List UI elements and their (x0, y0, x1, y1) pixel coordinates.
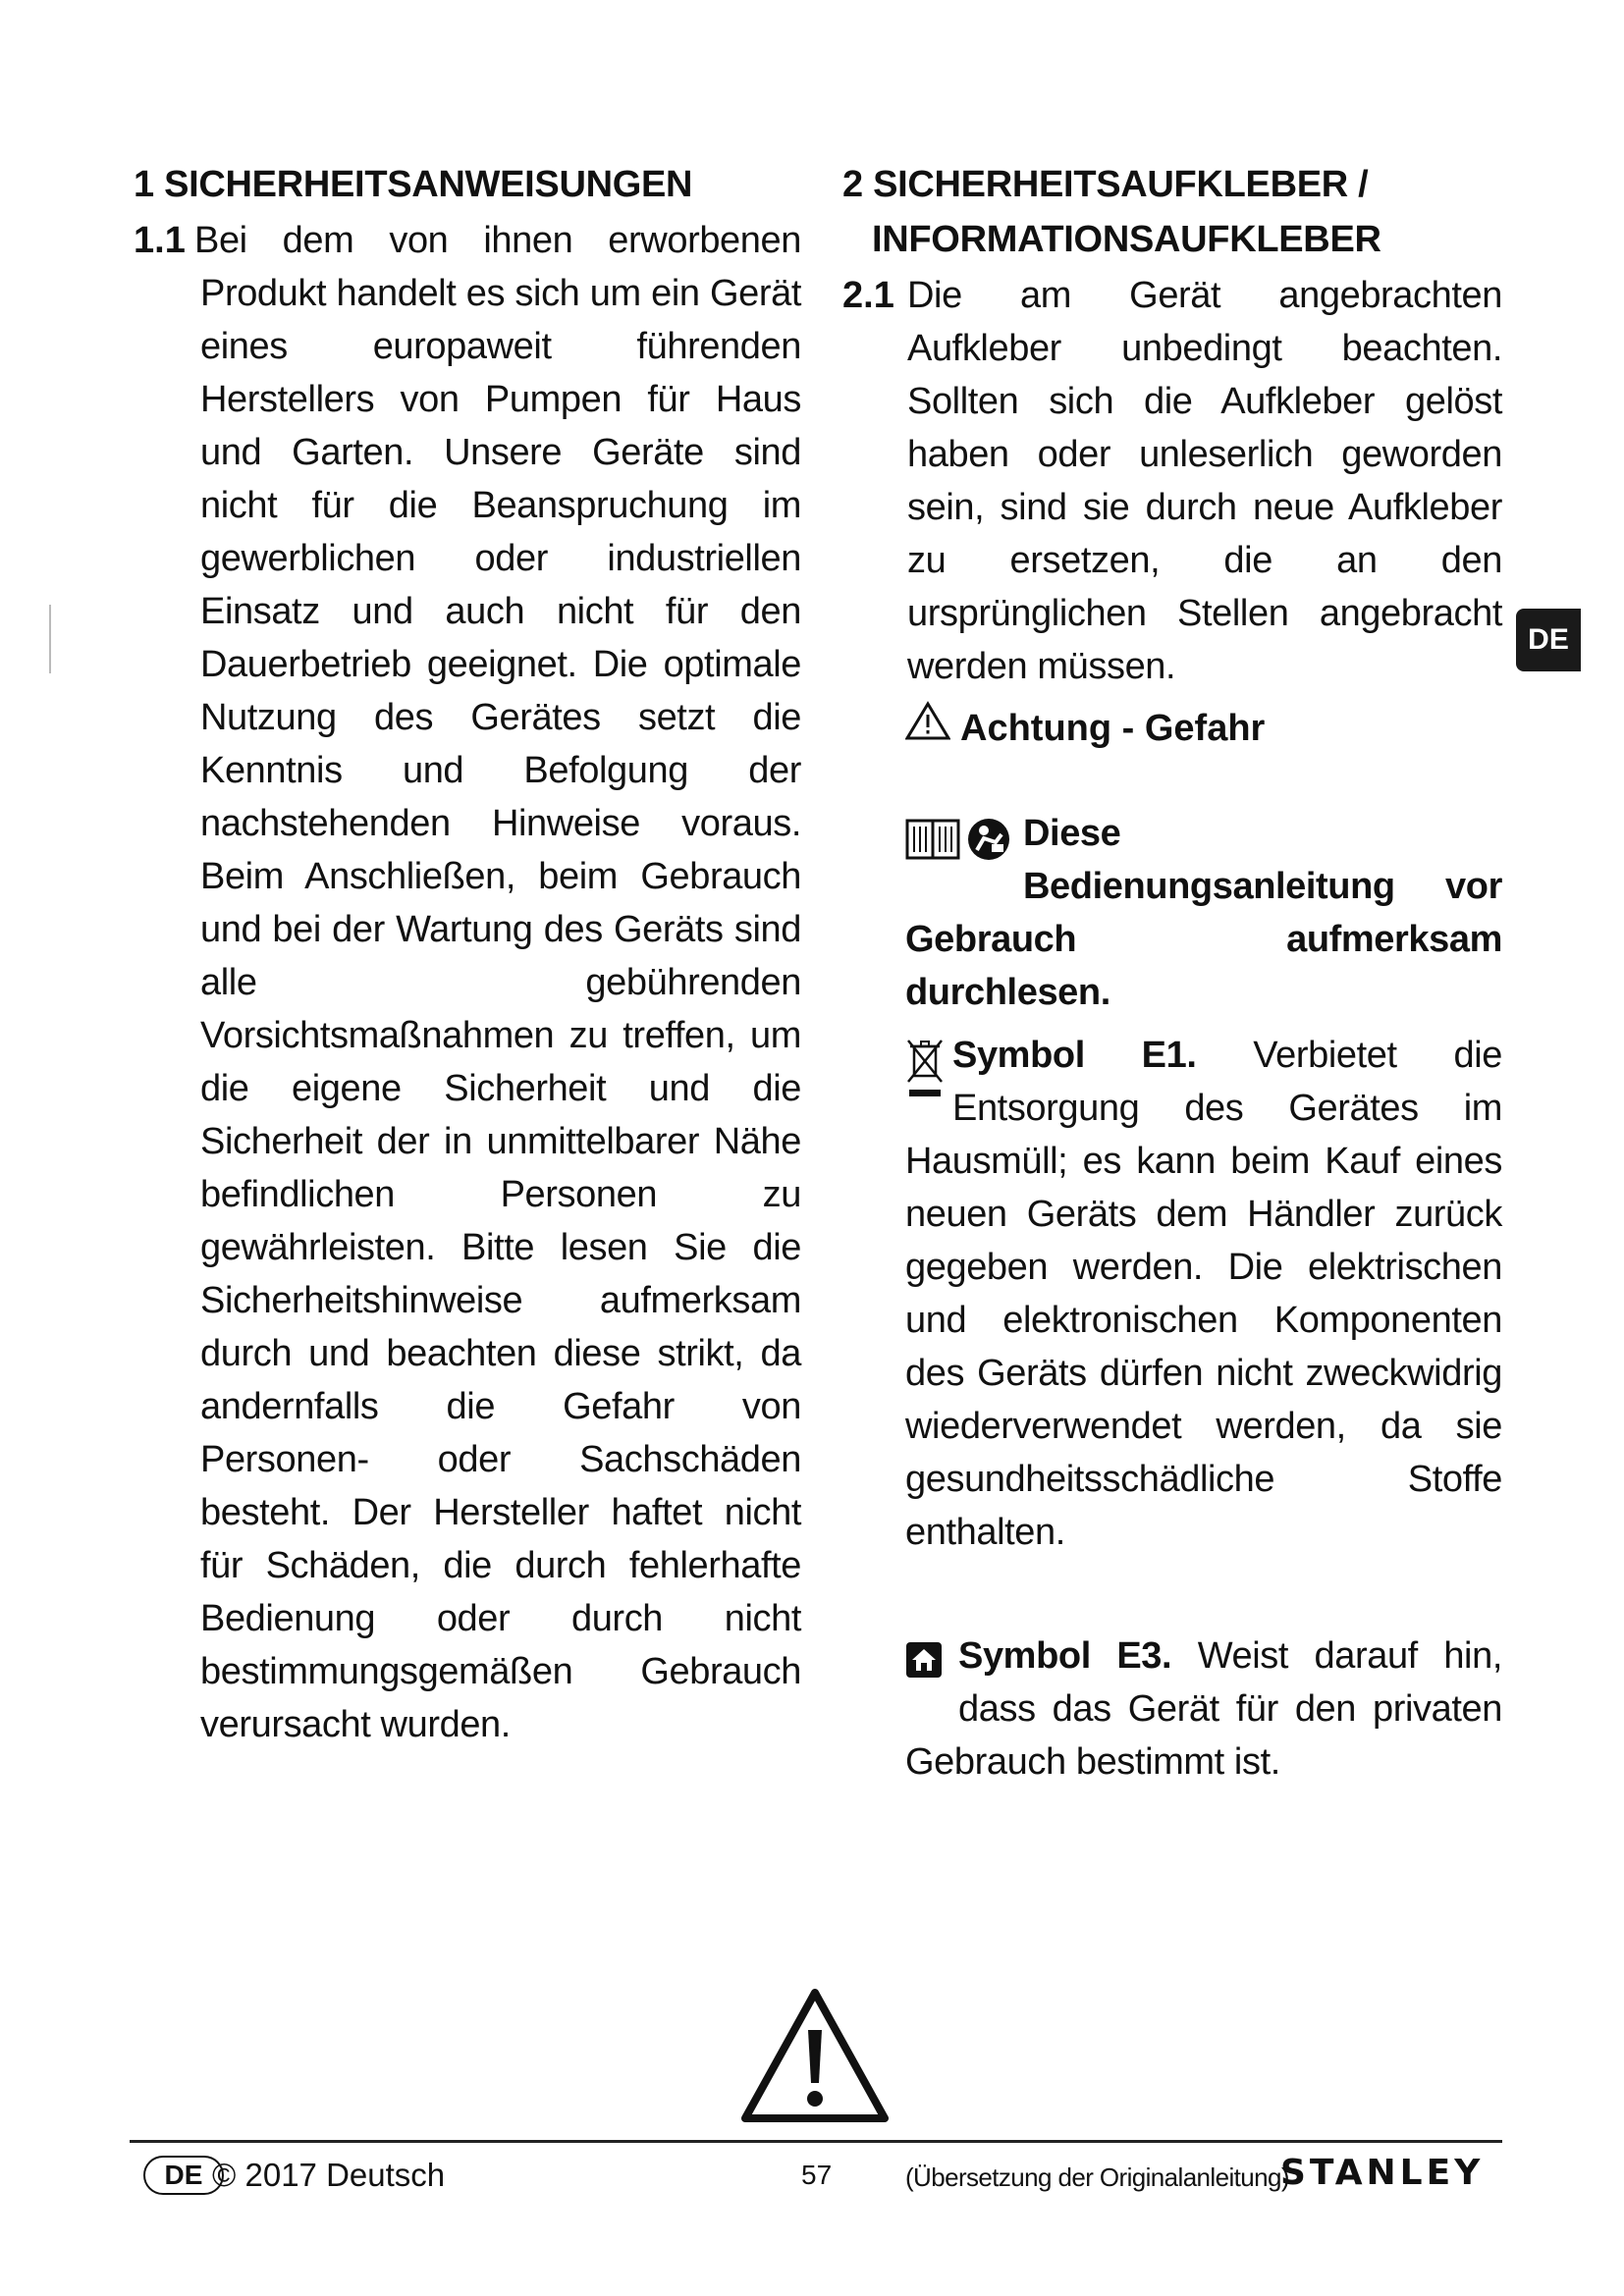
footer-copyright: © 2017 Deutsch (212, 2157, 446, 2193)
read-instructions-icon (966, 817, 1011, 867)
section2-heading (842, 157, 1502, 267)
section1-heading: 1 SICHERHEITSANWEISUNGEN (134, 164, 693, 205)
symbol-e3-description: Weist darauf hin, dass das Gerät für den privaten Gebrauch bestimmt ist. (905, 1635, 1502, 1783)
manual-icons (905, 817, 1011, 867)
page-footer (130, 2154, 1502, 2197)
margin-mark (49, 605, 51, 673)
symbol-e1-description: Verbietet die Entsorgung des Gerätes im Hausmüll; es kann beim Kauf eines neuen Geräts dem Händler zurück gegeben werden. Die elektrischen und elektronischen Komponenten des Geräts dürfen nicht zweckwidrig wiederverwendet werden, da sie gesundheitsschädliche Stoffe enthalten. (905, 1035, 1502, 1553)
manual-text: Diese Bedienungsanleitung vor Gebrauch aufmerksam durchlesen. (905, 813, 1502, 1013)
symbol-e1-notice (905, 1029, 1502, 1559)
large-warning-triangle-icon (741, 1987, 889, 2129)
caution-line (905, 701, 1502, 755)
manual-book-icon (905, 817, 960, 867)
footer-rule (130, 2140, 1502, 2143)
symbol-e3-text (905, 1629, 1502, 1789)
symbol-e1-label: Symbol E1. (952, 1035, 1197, 1076)
section-stickers (842, 157, 1502, 693)
section-safety-instructions (134, 157, 801, 1751)
warning-triangle-icon (905, 701, 950, 755)
page-number: 57 (801, 2160, 833, 2190)
brand-logo: STANLEY (1280, 2153, 1485, 2193)
footer-language-badge: DE (143, 2156, 224, 2195)
paragraph-text: Bei dem von ihnen erworbenen Produkt handelt es sich um ein Gerät eines europaweit führenden Herstellers von Pumpen für Haus und Garten. Unsere Geräte sind nicht für die Beanspruchung im gewerblichen oder industriellen Einsatz und auch nicht für den Dauerbetrieb geeignet. Die optimale Nutzung des Gerätes setzt die Kenntnis und Befolgung der nachstehenden Hinweise voraus. Beim Anschließen, beim Gebrauch und bei der Wartung des Geräts sind alle gebührenden Vorsichtsmaßnahmen zu treffen, um die eigene Sicherheit und die Sicherheit der in unmittelbarer Nähe befindlichen Personen zu gewährleisten. Bitte lesen Sie die Sicherheitshinweise aufmerksam durch und beachten diese strikt, da andernfalls die Gefahr von Personen- oder Sachschäden besteht. Der Hersteller haftet nicht für Schäden, die durch fehlerhafte Bedienung oder durch nicht bestimmungsgemäßen Gebrauch verursacht wurden. (194, 220, 801, 1745)
symbol-e3-label: Symbol E3. (958, 1635, 1172, 1677)
paragraph-number: 1.1 (134, 220, 186, 261)
caution-label: Achtung - Gefahr (960, 707, 1266, 749)
translation-note: (Übersetzung der Originalanleitung) (905, 2163, 1289, 2192)
crossed-bin-icon (905, 1087, 945, 1103)
section2-heading-line1: 2 SICHERHEITSAUFKLEBER / (842, 164, 1369, 205)
house-icon (905, 1666, 943, 1682)
symbol-e3-notice (905, 1629, 1502, 1789)
paragraph-text: Die am Gerät angebrachten Aufkleber unbedingt beachten. Sollten sich die Aufkleber gelöst haben oder unleserlich geworden sein, sind sie durch neue Aufkleber zu ersetzen, die an den ursprünglichen Stellen angebracht werden müssen. (907, 275, 1502, 687)
paragraph-number: 2.1 (842, 275, 894, 316)
paragraph-2-1 (842, 269, 1502, 693)
section2-heading-line2: INFORMATIONSAUFKLEBER (872, 219, 1381, 260)
paragraph-1-1 (134, 214, 801, 1751)
house-icons (905, 1641, 943, 1683)
language-side-tab: DE (1516, 609, 1581, 671)
weee-icons (905, 1037, 945, 1104)
read-manual-notice (905, 807, 1502, 1019)
symbol-e1-text (905, 1029, 1502, 1559)
